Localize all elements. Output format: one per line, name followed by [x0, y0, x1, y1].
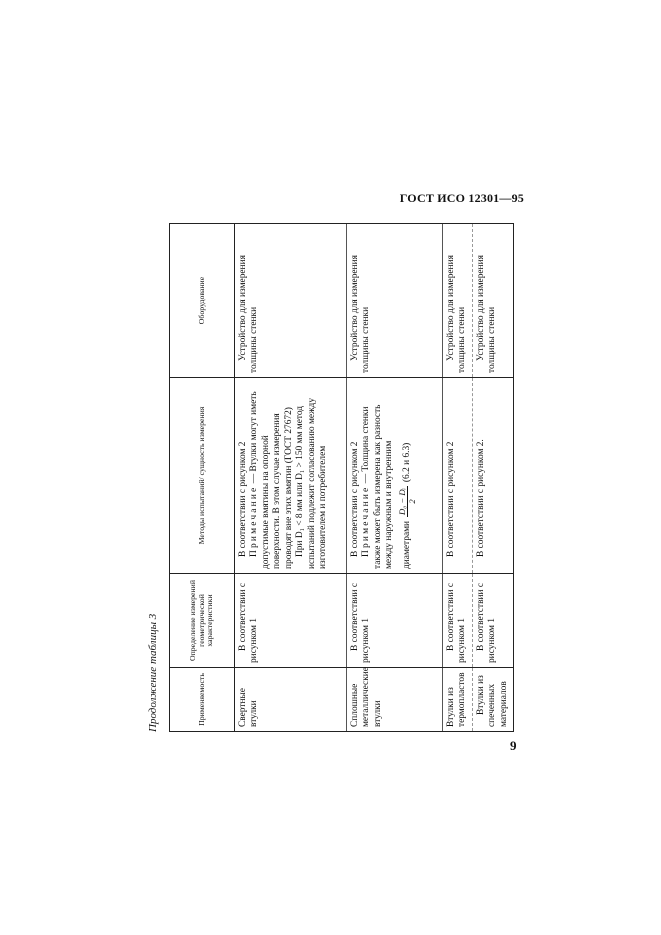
method-main: В соответствии с рисунком 2	[238, 441, 248, 557]
cell-method: В соответствии с рисунком 2	[443, 378, 473, 574]
table-caption: Продолжение таблицы 3	[147, 613, 159, 732]
note-text: — Втулки могут иметь допустимые вмятины на опорной поверхности. В этом случае измерения проводят вне этих вмятин (ГОСТ 27672)	[249, 391, 294, 569]
formula-denominator: 2	[406, 499, 417, 504]
cell-definition: В соответствии с рисунком 1	[235, 574, 347, 668]
method-main: В соответствии с рисунком 2	[350, 441, 360, 557]
header-method: Методы испытаний/ сущность измерения	[170, 378, 235, 574]
method-note	[249, 382, 295, 569]
cell-equipment: Устройство для измерения толщины стенки	[443, 224, 473, 378]
cell-definition: В соответствии с рисунком 1	[347, 574, 443, 668]
cell-applicability: Сплошные металлические втулки	[347, 668, 443, 732]
rotated-table-block	[147, 224, 517, 732]
page-number: 9	[510, 738, 517, 753]
standard-code: ГОСТ ИСО 12301—95	[399, 191, 524, 205]
header-definition: Определение измерений геометрической характеристики	[170, 574, 235, 668]
method-extra: При D₁ < 8 мм или D₁ > 150 мм метод испытаний подлежит согласованию между изготовителем и потребителем	[295, 397, 329, 569]
cell-applicability: Втулки из спеченных материалов	[472, 668, 513, 732]
header-equipment: Оборудование	[170, 224, 235, 378]
note-text: — Толщина стенки также может быть измерена как разность между наружным и внутренним	[361, 404, 395, 569]
formula-numerator: D₀ − Dᵢ	[396, 488, 407, 515]
cell-definition: В соответствии с рисунком 1	[443, 574, 473, 668]
formula-suffix: (6.2 и 6.3)	[401, 442, 412, 483]
cell-applicability: Свертные втулки	[235, 668, 347, 732]
table-row	[347, 224, 443, 732]
cell-method	[235, 378, 347, 574]
specification-table	[169, 223, 514, 732]
cell-applicability: Втулки из термопластов	[443, 668, 473, 732]
cell-equipment: Устройство для измерения толщины стенки	[347, 224, 443, 378]
formula-prefix: диаметрами	[401, 520, 412, 569]
table-row	[472, 224, 513, 732]
table-row	[235, 224, 347, 732]
note-label: Примечание	[361, 485, 372, 557]
cell-definition: В соответствии с рисунком 1	[472, 574, 513, 668]
table-row	[443, 224, 473, 732]
formula-line	[398, 382, 417, 569]
cell-equipment: Устройство для измерения толщины стенки	[472, 224, 513, 378]
method-note	[361, 382, 395, 569]
formula-fraction	[398, 486, 417, 517]
header-applicability: Применяемость	[170, 668, 235, 732]
cell-equipment: Устройство для измерения толщины стенки	[235, 224, 347, 378]
table-header-row	[170, 224, 235, 732]
cell-method	[347, 378, 443, 574]
cell-method: В соответствии с рисунком 2.	[472, 378, 513, 574]
note-label: Примечание	[249, 485, 260, 557]
